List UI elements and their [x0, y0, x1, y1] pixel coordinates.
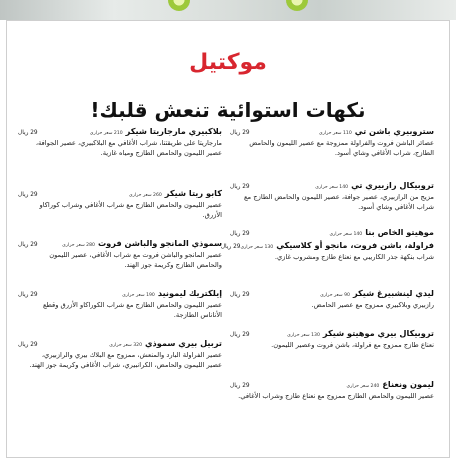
item-name: تروبيكال رازبيري تي: [351, 180, 434, 190]
item-name: إيلكتريك ليمونيد: [157, 288, 222, 298]
menu-item: [230, 328, 434, 351]
item-calories: 130 سعر حراري: [287, 333, 320, 338]
menu-item: [230, 288, 434, 311]
item-description: نعناع طازج ممزوج مع فراولة، باشن فروت وعصير الليمون.: [271, 341, 434, 349]
menu-header: [0, 22, 456, 122]
menu-item: [18, 238, 222, 270]
item-description: رازبيري وبلاكبيري ممزوج مع عصير الحامض.: [311, 301, 434, 309]
item-name: تربيل بيري سموذي: [145, 338, 222, 348]
item-calories: 140 سعر حراري: [329, 232, 363, 237]
item-description: عصائر الباشن فروت والفراولة ممزوجة مع عصير الليمون والحامض الطازج، شراب الأغافي وشاي أسود.: [249, 139, 434, 157]
item-description: عصير الليمون والحامض الطازج مع شراب الكوراكاو الأزرق وقطع الأناناس الطازجة.: [42, 301, 222, 319]
menu-item: [18, 288, 222, 320]
item-description: عصير الفراولة البارد والمنعش، ممزوج مع البلاك بيري والرازبيري، عصير الليمون والحامض، الكرانبيري، شراب الأغافي وكريمة جوز الهند.: [29, 351, 222, 369]
item-name: ليمون ونعناع: [382, 379, 434, 389]
item-calories: 320 سعر حراري: [109, 343, 142, 348]
item-price: 29 ريال: [18, 242, 38, 248]
menu-item: [220, 240, 434, 263]
item-price: 29 ريال: [230, 332, 250, 338]
item-price: 29 ريال: [220, 244, 241, 250]
lime-slice-image: [168, 0, 190, 11]
item-name: موهيتو الخاص بنا: [365, 227, 434, 237]
item-calories: 210 سعر حراري: [89, 131, 123, 136]
item-price: 29 ريال: [230, 130, 250, 136]
item-name: سموذي المانجو والباشن فروت: [97, 238, 222, 248]
menu-item: [230, 180, 434, 212]
item-price: 29 ريال: [230, 292, 250, 298]
item-name: تروبيكال بيري موهيتو شيكر: [322, 328, 434, 338]
item-price: 29 ريال: [18, 292, 38, 298]
item-calories: 130 سعر حراري: [240, 245, 274, 250]
item-price: 29 ريال: [230, 184, 250, 190]
item-name: فراولة، باشن فروت، مانجو أو كلاسيكي: [276, 240, 434, 250]
menu-item: [18, 126, 222, 158]
menu-item: [18, 338, 222, 370]
item-price: 29 ريال: [18, 130, 38, 136]
item-price: 29 ريال: [18, 342, 38, 348]
item-description: مزيج من الرازبيري، عصير جوافة، عصير الليمون والحامض الطازج مع شراب الأغافي وشاي أسود.: [244, 193, 434, 211]
drink-photo-strip: [0, 0, 456, 20]
lime-slice-image: [286, 0, 308, 11]
item-calories: 260 سعر حراري: [129, 193, 162, 198]
item-description: عصير الليمون والحامض الطازج مع شراب الأغافي وشراب كوراكاو الأزرق.: [39, 201, 222, 219]
item-price: 29 ريال: [230, 231, 250, 237]
menu-item: [230, 379, 434, 402]
menu-subtitle: نكهات استوائية تنعش قلبك!: [90, 98, 366, 122]
menu-title: موكتيل: [189, 50, 267, 75]
item-price: 29 ريال: [18, 192, 38, 198]
item-calories: 240 سعر حراري: [346, 384, 380, 389]
item-calories: 140 سعر حراري: [315, 185, 349, 190]
item-name: ليدي لينشبيرغ شيكر: [352, 288, 434, 298]
item-description: شراب بنكهة جذر الكاريبي مع نعناع طازج ومشروب غازي.: [274, 253, 434, 261]
item-name: ستروبيري باشن تي: [354, 126, 434, 136]
item-description: عصير المانجو والباشن فروت مع شراب الأغافي، عصير الليمون والحامض الطازج وكريمة جوز الهند.: [49, 251, 222, 269]
menu-item: [230, 126, 434, 158]
item-calories: 90 سعر حراري: [320, 293, 350, 298]
item-description: عصير الليمون والحامض الطازج ممزوج مع نعناع طازج وشراب الأغافي.: [238, 392, 434, 400]
item-name: بلاكبيري مارجاريتا شيكر: [125, 126, 222, 136]
item-calories: 190 سعر حراري: [122, 293, 155, 298]
item-calories: 110 سعر حراري: [319, 131, 352, 136]
item-name: كابو ريتا شيكر: [164, 188, 222, 198]
item-description: مارجاريتا على طريقتنا، شراب الأغافي مع البلاكبيري، عصير الجوافة، عصير الليمون والحامض الطازج ومياه غازية.: [35, 139, 222, 157]
menu-item: [18, 188, 222, 220]
item-calories: 280 سعر حراري: [62, 243, 95, 248]
item-price: 29 ريال: [230, 383, 250, 389]
menu-item: [230, 227, 434, 237]
